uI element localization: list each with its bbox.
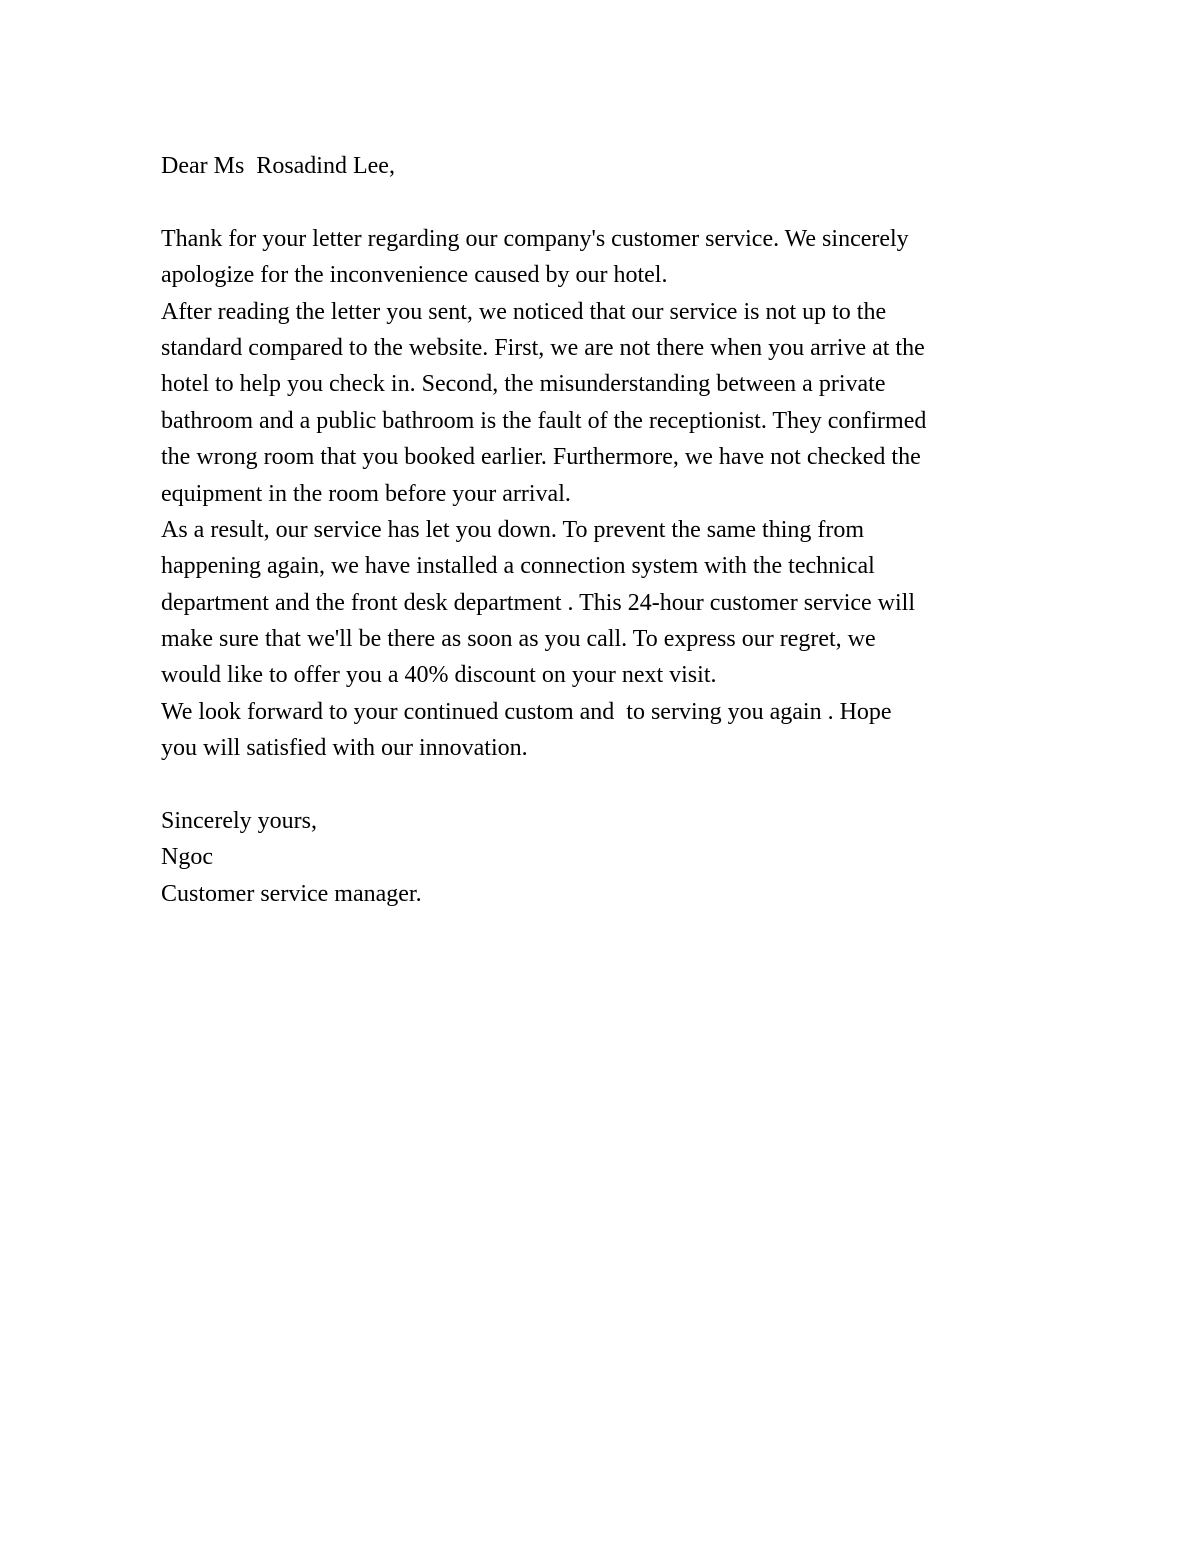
body-line: hotel to help you check in. Second, the misunderstanding between a private: [161, 371, 886, 398]
signer-title: Customer service manager.: [161, 880, 422, 907]
closing: Sincerely yours,: [161, 808, 317, 835]
body-line: apologize for the inconvenience caused by our hotel.: [161, 262, 668, 289]
blank-line: [161, 767, 1061, 803]
body-line: would like to offer you a 40% discount on your next visit.: [161, 662, 717, 689]
body-line: We look forward to your continued custom and to serving you again . Hope: [161, 698, 892, 725]
body-line: standard compared to the website. First, we are not there when you arrive at the: [161, 334, 925, 361]
body-line: you will satisfied with our innovation.: [161, 735, 528, 762]
body-line: Thank for your letter regarding our company's customer service. We sincerely: [161, 225, 909, 252]
letter-body: [161, 148, 1061, 912]
body-line: the wrong room that you booked earlier. Furthermore, we have not checked the: [161, 444, 921, 471]
blank-line: [161, 184, 1061, 220]
signer-name: Ngoc: [161, 844, 213, 871]
body-line: department and the front desk department . This 24-hour customer service will: [161, 589, 916, 616]
body-line: equipment in the room before your arrival.: [161, 480, 571, 507]
body-line: bathroom and a public bathroom is the fault of the receptionist. They confirmed: [161, 407, 927, 434]
salutation: Dear Ms Rosadind Lee,: [161, 153, 395, 179]
body-line: happening again, we have installed a connection system with the technical: [161, 553, 875, 580]
body-line: As a result, our service has let you down. To prevent the same thing from: [161, 516, 865, 543]
body-line: After reading the letter you sent, we noticed that our service is not up to the: [161, 298, 887, 325]
body-line: make sure that we'll be there as soon as you call. To express our regret, we: [161, 626, 876, 653]
